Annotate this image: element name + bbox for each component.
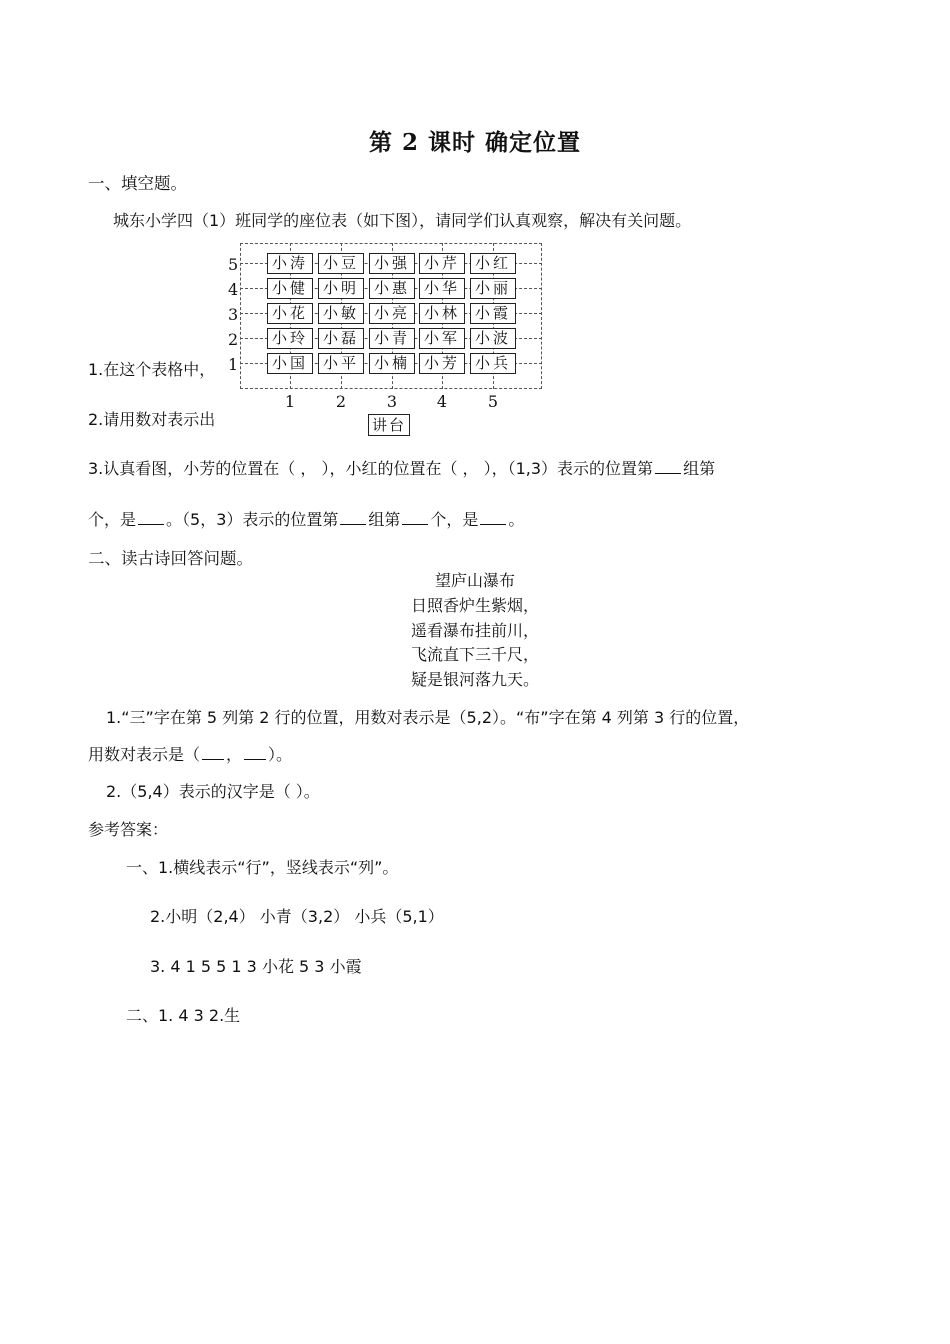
answer-blank[interactable] bbox=[340, 508, 366, 525]
answer-blank[interactable] bbox=[655, 457, 681, 474]
seat-cell: 小华 bbox=[419, 278, 465, 299]
seat-cell: 小国 bbox=[267, 353, 313, 374]
seat-cell: 小惠 bbox=[369, 278, 415, 299]
s2q1-text-c: ）。 bbox=[268, 745, 293, 764]
row-label: 5 bbox=[228, 255, 239, 274]
poem-line: 飞流直下三千尺， bbox=[410, 645, 539, 664]
column-label: 4 bbox=[436, 392, 448, 411]
seat-cell: 小涛 bbox=[267, 253, 313, 274]
seat-cell: 小平 bbox=[318, 353, 364, 374]
seat-cell: 小青 bbox=[369, 328, 415, 349]
poem-line: 日照香炉生紫烟， bbox=[410, 596, 539, 615]
question-1: 1.在这个表格中， bbox=[88, 360, 216, 379]
seat-cell: 小健 bbox=[267, 278, 313, 299]
q3-text-2: 组第 bbox=[683, 459, 716, 478]
seat-cell: 小磊 bbox=[318, 328, 364, 349]
section2-heading: 二、读古诗回答问题。 bbox=[88, 549, 253, 568]
row-label: 2 bbox=[228, 330, 239, 349]
seat-cell: 小亮 bbox=[369, 303, 415, 324]
section2-question-1-line2 bbox=[88, 742, 292, 765]
seat-cell: 小芳 bbox=[419, 353, 465, 374]
q3-text-3: 个，是 bbox=[88, 510, 137, 529]
row-label: 1 bbox=[228, 355, 239, 374]
question-2: 2.请用数对表示出 bbox=[88, 410, 216, 429]
seat-cell: 小敏 bbox=[318, 303, 364, 324]
poem-line: 疑是银河落九天。 bbox=[410, 670, 539, 689]
seat-cell: 小玲 bbox=[267, 328, 313, 349]
seat-cell: 小明 bbox=[318, 278, 364, 299]
answer-1: 一、1.横线表示“行”，竖线表示“列”。 bbox=[126, 858, 399, 877]
answer-blank[interactable] bbox=[480, 508, 506, 525]
s2q1-text-a: 用数对表示是（ bbox=[88, 745, 201, 764]
seat-cell: 小楠 bbox=[369, 353, 415, 374]
section2-question-2: 2.（5,4）表示的汉字是（ ）。 bbox=[106, 782, 320, 801]
poem-line: 遥看瀑布挂前川， bbox=[410, 621, 539, 640]
section1-heading: 一、填空题。 bbox=[88, 174, 187, 193]
column-label: 3 bbox=[386, 392, 398, 411]
answer-3: 3. 4 1 5 5 1 3 小花 5 3 小霞 bbox=[150, 957, 362, 976]
question-3-line2 bbox=[88, 507, 524, 530]
poem-title: 望庐山瀑布 bbox=[434, 571, 515, 590]
column-label: 2 bbox=[335, 392, 347, 411]
answers-heading: 参考答案： bbox=[88, 820, 169, 839]
seat-cell: 小波 bbox=[470, 328, 516, 349]
q3-text-4: 。（5，3）表示的位置第 bbox=[166, 510, 339, 529]
q3-text-5: 组第 bbox=[368, 510, 401, 529]
seat-cell: 小丽 bbox=[470, 278, 516, 299]
answer-blank[interactable] bbox=[244, 743, 266, 760]
answer-2: 2.小明（2,4） 小青（3,2） 小兵（5,1） bbox=[150, 907, 444, 926]
answer-blank[interactable] bbox=[202, 743, 224, 760]
q3-text-7: 。 bbox=[508, 510, 525, 529]
seat-cell: 小兵 bbox=[470, 353, 516, 374]
seat-cell: 小花 bbox=[267, 303, 313, 324]
page-title: 第 2 课时 确定位置 bbox=[368, 129, 582, 156]
seat-chart bbox=[226, 240, 546, 440]
seat-cell: 小霞 bbox=[470, 303, 516, 324]
q3-text-1: 3.认真看图，小芳的位置在（ ， ），小红的位置在（ ， ），（1,3）表示的位置第 bbox=[88, 459, 654, 478]
seat-cell: 小军 bbox=[419, 328, 465, 349]
section1-intro: 城东小学四（1）班同学的座位表（如下图），请同学们认真观察，解决有关问题。 bbox=[113, 211, 692, 230]
answer-blank[interactable] bbox=[138, 508, 164, 525]
answer-blank[interactable] bbox=[402, 508, 428, 525]
seat-cell: 小强 bbox=[369, 253, 415, 274]
row-label: 3 bbox=[228, 305, 239, 324]
answer-4: 二、1. 4 3 2.生 bbox=[126, 1006, 241, 1025]
column-label: 5 bbox=[487, 392, 499, 411]
column-label: 1 bbox=[284, 392, 296, 411]
seat-cell: 小红 bbox=[470, 253, 516, 274]
seat-cell: 小林 bbox=[419, 303, 465, 324]
q3-text-6: 个，是 bbox=[430, 510, 479, 529]
question-3-line1 bbox=[88, 456, 715, 479]
s2q1-text-b: ， bbox=[226, 745, 243, 764]
seat-cell: 小芹 bbox=[419, 253, 465, 274]
podium-label: 讲台 bbox=[368, 414, 410, 436]
seat-cell: 小豆 bbox=[318, 253, 364, 274]
section2-question-1-line1: 1.“三”字在第 5 列第 2 行的位置，用数对表示是（5,2）。“布”字在第 4 列第 3 行的位置， bbox=[106, 708, 750, 727]
row-label: 4 bbox=[228, 280, 239, 299]
